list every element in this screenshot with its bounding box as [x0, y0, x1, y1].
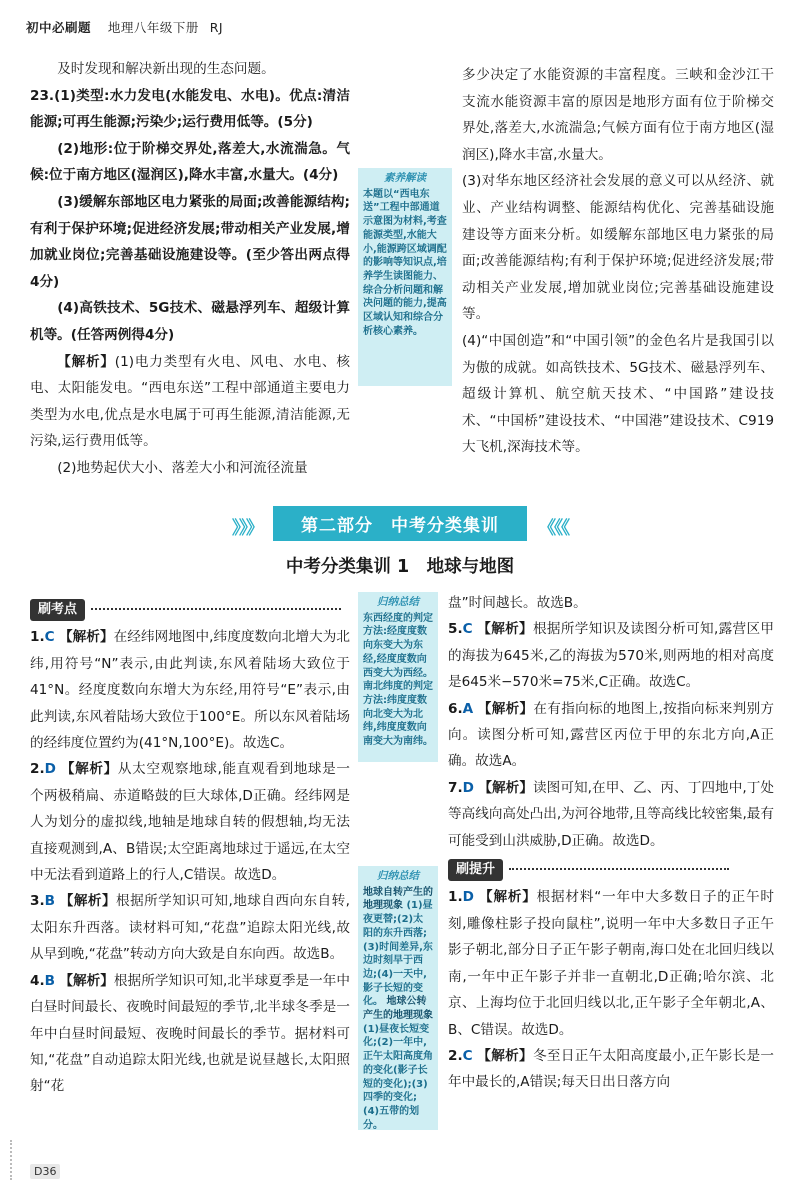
top-left-column	[30, 56, 350, 482]
summary-sidebar-2	[358, 866, 438, 1130]
section-tisheng: 刷提升	[448, 859, 503, 881]
list-item: 1.D 【解析】根据材料“一年中大多数日子的正午时刻,雕像柱影子投向鼠柱”,说明一年中大多数日子正午影子朝北,部分日子正午影子朝南,海口处在北回归线以南,一年中正午影子并非一直朝北,D正确;哈尔滨、北京、上海均位于北回归线以北,正午影子全年朝北,A、B、C错误。故选D。	[448, 889, 775, 1038]
list-item: 5.C 【解析】根据所学知识及读图分析可知,露营区甲的海拔为645米,乙的海拔为570米,则两地的相对高度是645米−570米=75米,C正确。故选C。	[448, 621, 774, 691]
answer-part-3: (3)缓解东部地区电力紧张的局面;改善能源结构;有利于保护环境;促进经济发展;带动相关产业发展,增加就业岗位;完善基础设施建设等。(至少答出两点得4分)	[30, 193, 350, 290]
bottom-right-column	[448, 590, 774, 1096]
list-item: 6.A 【解析】在有指向标的地图上,按指向标来判别方向。读图分析可知,露营区丙位于甲的东北方向,A正确。故选A。	[448, 700, 775, 770]
answer-part-1: (1)类型:水力发电(水能发电、水电)。优点:清洁能源;可再生能源;污染少;运行费用低等。(5分)	[30, 87, 350, 131]
sidebar-heading: 地球公转产生的地理现象	[363, 996, 433, 1022]
right-paragraph-1: 多少决定了水能资源的丰富程度。三峡和金沙江干支流水能资源丰富的原因是地形方面有位于阶梯交界处,落差大,水流湍急;气候方面有位于南方地区(湿润区),降水丰富,水量大。	[462, 67, 774, 163]
analysis-text-2: (2)地势起伏大小、落差大小和河流径流量	[57, 459, 308, 476]
sidebar-title: 归纳总结	[377, 870, 419, 882]
sidebar-text: (1)昼夜更替;(2)太阳的东升西落;(3)时间差异,东边时刻早于西边;(4)一天中,影子长短的变化。	[363, 900, 433, 1008]
list-item: 2.D 【解析】从太空观察地球,能直观看到地球是一个两极稍扁、赤道略鼓的巨大球体,D正确。经纬网是人为划分的虚拟线,地轴是地球自转的假想轴,均无法直接观测到,A、B错误;太空距离地球过于遥远,在太空中无法看到道路上的行人,C错误。故选D。	[30, 761, 351, 884]
continued-text: 盘”时间越长。故选B。	[448, 595, 587, 611]
sidebar-title: 素养解读	[384, 172, 426, 184]
continued-text: 及时发现和解决新出现的生态问题。	[57, 61, 275, 77]
part-banner	[0, 506, 800, 540]
page-edge-marker	[10, 1140, 26, 1180]
sidebar-text: 本题以“西电东送”工程中部通道示意图为材料,考查能源类型,水能大小,能源跨区域调配的影响等知识点,培养学生读图能力、综合分析问题和解决问题的能力,提高区域认知和综合分析核心素养。	[363, 188, 447, 337]
summary-sidebar-1	[358, 592, 438, 762]
sidebar-text: 东西经度的判定方法:经度度数向东变大为东经,经度度数向西变大为西经。南北纬度的判定方法:纬度度数向北变大为北纬,纬度度数向南变大为南纬。	[363, 612, 433, 748]
banner-arrows-right: 《《《	[538, 517, 569, 539]
header-subject: 地理八年级下册	[107, 20, 199, 35]
header-edition: RJ	[209, 20, 224, 35]
section-kaodian: 刷考点	[30, 599, 85, 621]
answer-part-2: (2)地形:位于阶梯交界处,落差大,水流湍急。气候:位于南方地区(湿润区),降水丰富,水量大。(4分)	[30, 140, 350, 184]
list-item: 3.B 【解析】根据所学知识可知,地球自西向东自转,太阳东升西落。读材料可知,“花盘”追踪太阳光线,故从早到晚,“花盘”转动方向大致是自东向西。故选B。	[30, 893, 350, 963]
list-item: 1.C 【解析】在经纬网地图中,纬度度数向北增大为北纬,用符号“N”表示,由此判读,东风着陆场大致位于41°N。经度度数向东增大为东经,用符号“E”表示,由此判读,东风着陆场大致位于100°E。所以东风着陆场的经纬度位置约为(41°N,100°E)。故选C。	[30, 629, 351, 752]
running-header	[26, 18, 223, 36]
sidebar-text: (1)昼夜长短变化;(2)一年中,正午太阳高度角的变化(影子长短的变化);(3)四季的变化;(4)五带的划分。	[363, 1023, 433, 1131]
sidebar-heading: 地球自转产生的地理现象	[363, 886, 433, 912]
question-number: 23.	[30, 87, 55, 104]
banner-title: 第二部分 中考分类集训	[273, 506, 527, 541]
right-paragraph-2: (3)对华东地区经济社会发展的意义可以从经济、就业、产业结构调整、能源结构优化、完善基础设施建设等方面来分析。如缓解东部地区电力紧张的局面;改善能源结构;有利于保护环境;促进经济发展;带动相关产业发展,增加就业岗位;完善基础设施建设等。	[462, 173, 774, 323]
sidebar-title: 归纳总结	[377, 596, 419, 608]
analysis-label: 【解析】	[57, 353, 115, 370]
bottom-left-column	[30, 596, 350, 1100]
list-item: 4.B 【解析】根据所学知识可知,北半球夏季是一年中白昼时间最长、夜晚时间最短的季节,北半球冬季是一年中白昼时间最短、夜晚时间最长的季节。据材料可知,“花盘”自动追踪太阳光线,也就是说昼越长,太阳照射“花	[30, 972, 351, 1095]
analysis-text: (1)电力类型有火电、风电、水电、核电、太阳能发电。“西电东送”工程中部通道主要电力类型为水电,优点是水电属于可再生能源,清洁能源,无污染,运行费用低等。	[30, 353, 350, 450]
chapter-title: 中考分类集训 1 地球与地图	[285, 557, 515, 577]
top-right-column	[462, 62, 774, 461]
list-item: 2.C 【解析】冬至日正午太阳高度最小,正午影长是一年中最长的,A错误;每天日出日落方向	[448, 1047, 774, 1091]
list-item: 7.D 【解析】读图可知,在甲、乙、丙、丁四地中,丁处等高线向高处凸出,为河谷地带,且等高线比较密集,最有可能受到山洪威胁,D正确。故选D。	[448, 779, 775, 849]
section-divider	[509, 868, 729, 870]
answer-part-4: (4)高铁技术、5G技术、磁悬浮列车、超级计算机等。(任答两例得4分)	[30, 300, 350, 343]
literacy-sidebar	[358, 168, 452, 386]
right-paragraph-3: (4)“中国创造”和“中国引领”的金色名片是我国引以为傲的成就。如高铁技术、5G技术、磁悬浮列车、超级计算机、航空航天技术、“中国路”建设技术、“中国桥”建设技术、“中国港”建设技术、C919大飞机,深海技术等。	[462, 332, 774, 456]
section-divider	[91, 608, 341, 610]
header-series: 初中必刷题	[26, 20, 92, 35]
banner-arrows-left: 》》》	[231, 517, 262, 539]
page-number: D36	[30, 1164, 60, 1179]
